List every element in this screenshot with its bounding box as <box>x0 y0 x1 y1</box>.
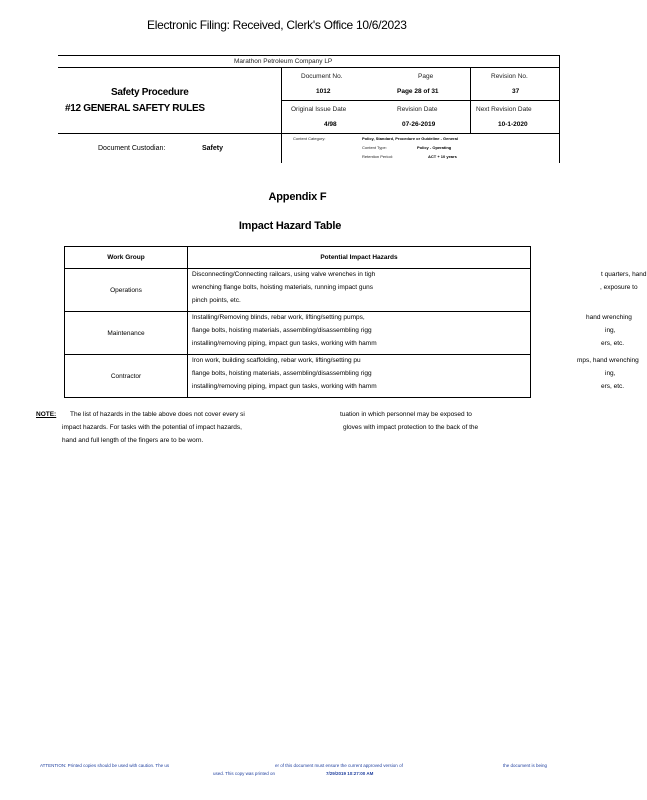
hazard-line-tail: t quarters, hand <box>601 271 647 278</box>
hazard-line: flange bolts, hoisting materials, assembling/disassembling rigg <box>192 370 372 377</box>
footer-print-date: 7/29/2019 10:27:00 AM <box>326 771 374 776</box>
content-category-label: Content Category: <box>293 136 326 141</box>
custodian-value: Safety <box>202 145 224 152</box>
revision-date-label: Revision Date <box>397 106 438 113</box>
hazard-line: Disconnecting/Connecting railcars, using valve wrenches in tigh <box>192 271 376 278</box>
hazard-line-tail: , exposure to <box>600 284 638 291</box>
header-work-group: Work Group <box>65 247 188 269</box>
content-type-label: Content Type: <box>362 145 387 150</box>
table-row <box>65 312 531 355</box>
note-line: impact hazards. For tasks with the potential of impact hazards, <box>62 424 242 431</box>
work-group-cell: Contractor <box>65 355 188 398</box>
appendix-heading: Appendix F <box>268 191 327 203</box>
hazard-line-tail: mps, hand wrenching <box>577 357 639 364</box>
retention-label: Retention Period: <box>362 154 393 159</box>
hazard-line-tail: hand wrenching <box>586 314 632 321</box>
company-name: Marathon Petroleum Company LP <box>234 58 333 65</box>
hazard-line: flange bolts, hoisting materials, assembling/disassembling rigg <box>192 327 372 334</box>
note-line-tail: gloves with impact protection to the back of the <box>343 424 479 431</box>
next-revision-label: Next Revision Date <box>476 106 532 113</box>
hazard-cell <box>188 269 647 312</box>
hazard-line: Installing/Removing blinds, rebar work, lifting/setting pumps, <box>192 314 365 321</box>
table-header-row <box>65 247 531 269</box>
work-group-cell: Maintenance <box>65 312 188 355</box>
hazard-line: wrenching flange bolts, hoisting materials, running impact guns <box>192 284 374 291</box>
hazard-line-tail: ing, <box>605 370 616 377</box>
hazard-line-tail: ers, etc. <box>601 383 625 390</box>
note-line: hand and full length of the fingers are to be worn. <box>62 437 204 444</box>
header-mid-divider <box>281 100 559 101</box>
note-line-tail: tuation in which personnel may be exposed to <box>340 411 472 418</box>
table-row <box>65 269 531 312</box>
header-right-border <box>559 55 560 133</box>
hazard-line: installing/removing piping, impact gun tasks, working with hamm <box>192 383 377 390</box>
impact-hazard-table <box>64 246 647 398</box>
original-issue-label: Original Issue Date <box>291 106 347 113</box>
footer-being: the document is being <box>503 763 548 768</box>
revision-date-value: 07-26-2019 <box>402 121 436 128</box>
header-vertical-divider-1 <box>281 67 282 133</box>
content-type-value: Policy - Operating <box>417 145 452 150</box>
hazard-cell <box>188 312 632 355</box>
header-top-border <box>58 55 559 56</box>
hazard-line: Iron work, building scaffolding, rebar work, lifting/setting pu <box>192 357 361 364</box>
next-revision-value: 10-1-2020 <box>498 121 528 128</box>
hazard-cell <box>188 355 639 398</box>
table-row <box>65 355 531 398</box>
hazard-line: pinch points, etc. <box>192 297 241 304</box>
page-value: Page 28 of 31 <box>397 88 439 95</box>
page-label: Page <box>418 73 434 80</box>
footer-user-notice: er of this document must ensure the current approved version of <box>275 763 403 768</box>
retention-value: ACT + 10 years <box>428 154 457 159</box>
custodian-label: Document Custodian: <box>98 145 166 152</box>
document-no-value: 1012 <box>316 88 331 95</box>
hazard-line: installing/removing piping, impact gun tasks, working with hamm <box>192 340 377 347</box>
header-bottom-border <box>58 133 559 134</box>
procedure-subtitle: #12 GENERAL SAFETY RULES <box>65 103 205 114</box>
original-issue-value: 4/98 <box>324 121 337 128</box>
document-no-label: Document No. <box>301 73 343 80</box>
note-line: The list of hazards in the table above does not cover every si <box>70 411 245 418</box>
meta-right-border <box>559 133 560 163</box>
revision-no-value: 37 <box>512 88 520 95</box>
note-label: NOTE: <box>36 411 57 418</box>
work-group-cell: Operations <box>65 269 188 312</box>
meta-left-border <box>281 133 282 163</box>
filing-header: Electronic Filing: Received, Clerk's Office 10/6/2023 <box>147 18 407 32</box>
footer-attention: ATTENTION: Printed copies should be used with caution. The us <box>40 763 170 768</box>
procedure-title: Safety Procedure <box>111 87 189 98</box>
content-category-value: Policy, Standard, Procedure or Guideline - General <box>362 136 458 141</box>
appendix-subheading: Impact Hazard Table <box>238 220 342 232</box>
header-vertical-divider-2 <box>470 67 471 133</box>
revision-no-label: Revision No. <box>491 73 528 80</box>
hazard-line-tail: ers, etc. <box>601 340 625 347</box>
footer-printed-on: used. This copy was printed on <box>213 771 275 776</box>
header-company-divider <box>58 67 559 68</box>
header-potential-hazards: Potential Impact Hazards <box>188 247 531 269</box>
hazard-line-tail: ing, <box>605 327 616 334</box>
